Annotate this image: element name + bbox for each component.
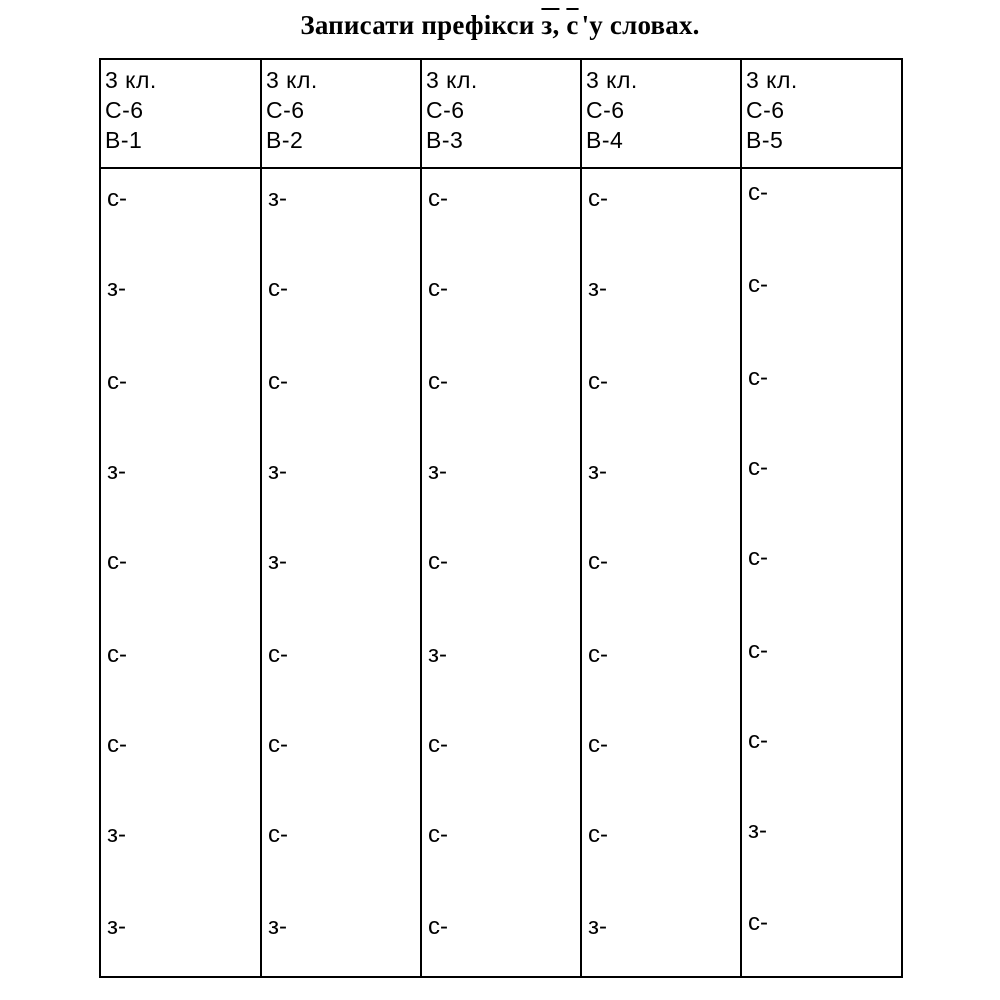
page-label: С-6 [586,97,625,123]
prefix-cell[interactable]: з- [107,913,126,940]
prefix-cell[interactable]: з- [428,458,447,485]
title-prefix-z: з, [541,10,560,40]
column-header [746,65,798,155]
variant-label: В-1 [105,127,143,153]
prefix-cell[interactable]: з- [268,458,287,485]
grade-label: 3 кл. [586,67,638,93]
prefix-cell[interactable]: с- [588,185,608,212]
prefix-cell[interactable]: с- [588,548,608,575]
prefix-cell[interactable]: з- [588,913,607,940]
prefix-cell[interactable]: с- [428,275,448,302]
title-tick: ' [581,10,590,40]
variant-label: В-3 [426,127,464,153]
prefix-cell[interactable]: с- [588,641,608,668]
prefix-cell[interactable]: з- [748,817,767,844]
prefix-cell[interactable]: с- [428,731,448,758]
column-header [105,65,157,155]
prefix-cell[interactable]: з- [107,821,126,848]
page-label: С-6 [266,97,305,123]
grade-label: 3 кл. [266,67,318,93]
prefix-cell[interactable]: з- [268,185,287,212]
prefix-cell[interactable]: з- [268,913,287,940]
prefix-cell[interactable]: с- [428,913,448,940]
prefix-cell[interactable]: с- [428,548,448,575]
prefix-cell[interactable]: с- [748,454,768,481]
column-header [266,65,318,155]
prefix-cell[interactable]: с- [268,731,288,758]
prefix-cell[interactable]: с- [428,185,448,212]
prefix-cell[interactable]: с- [588,368,608,395]
prefix-cell[interactable]: с- [748,637,768,664]
prefix-cell[interactable]: с- [748,727,768,754]
variant-label: В-2 [266,127,304,153]
prefix-cell[interactable]: з- [588,458,607,485]
prefix-cell[interactable]: з- [107,458,126,485]
prefix-cell[interactable]: с- [588,731,608,758]
prefix-cell[interactable]: с- [428,368,448,395]
variants-table [99,58,903,978]
prefix-cell[interactable]: с- [748,179,768,206]
column-header [586,65,638,155]
prefix-cell[interactable]: с- [107,731,127,758]
worksheet-title [0,10,1000,41]
prefix-cell[interactable]: з- [588,275,607,302]
variant-label: В-4 [586,127,624,153]
grade-label: 3 кл. [105,67,157,93]
variant-column-1 [101,60,260,976]
title-text: Записати префікси [300,10,542,40]
prefix-cell[interactable]: с- [107,185,127,212]
prefix-cell[interactable]: с- [268,641,288,668]
prefix-cell[interactable]: с- [268,821,288,848]
title-text-end: у словах. [589,10,700,40]
variant-column-4 [582,60,740,976]
variant-label: В-5 [746,127,784,153]
prefix-cell[interactable]: с- [428,821,448,848]
variant-column-3 [422,60,580,976]
prefix-cell[interactable]: с- [107,548,127,575]
page-label: С-6 [105,97,144,123]
title-prefix-s: с [566,10,579,40]
prefix-cell[interactable]: з- [428,641,447,668]
column-header [426,65,478,155]
prefix-cell[interactable]: с- [107,641,127,668]
page-label: С-6 [426,97,465,123]
variant-column-5 [742,60,901,976]
prefix-cell[interactable]: с- [588,821,608,848]
page-label: С-6 [746,97,785,123]
prefix-cell[interactable]: с- [748,364,768,391]
prefix-cell[interactable]: с- [107,368,127,395]
prefix-cell[interactable]: с- [748,544,768,571]
prefix-cell[interactable]: з- [107,275,126,302]
prefix-cell[interactable]: с- [748,909,768,936]
grade-label: 3 кл. [426,67,478,93]
grade-label: 3 кл. [746,67,798,93]
prefix-cell[interactable]: с- [748,271,768,298]
variant-column-2 [262,60,420,976]
prefix-cell[interactable]: с- [268,275,288,302]
prefix-cell[interactable]: з- [268,548,287,575]
prefix-cell[interactable]: с- [268,368,288,395]
